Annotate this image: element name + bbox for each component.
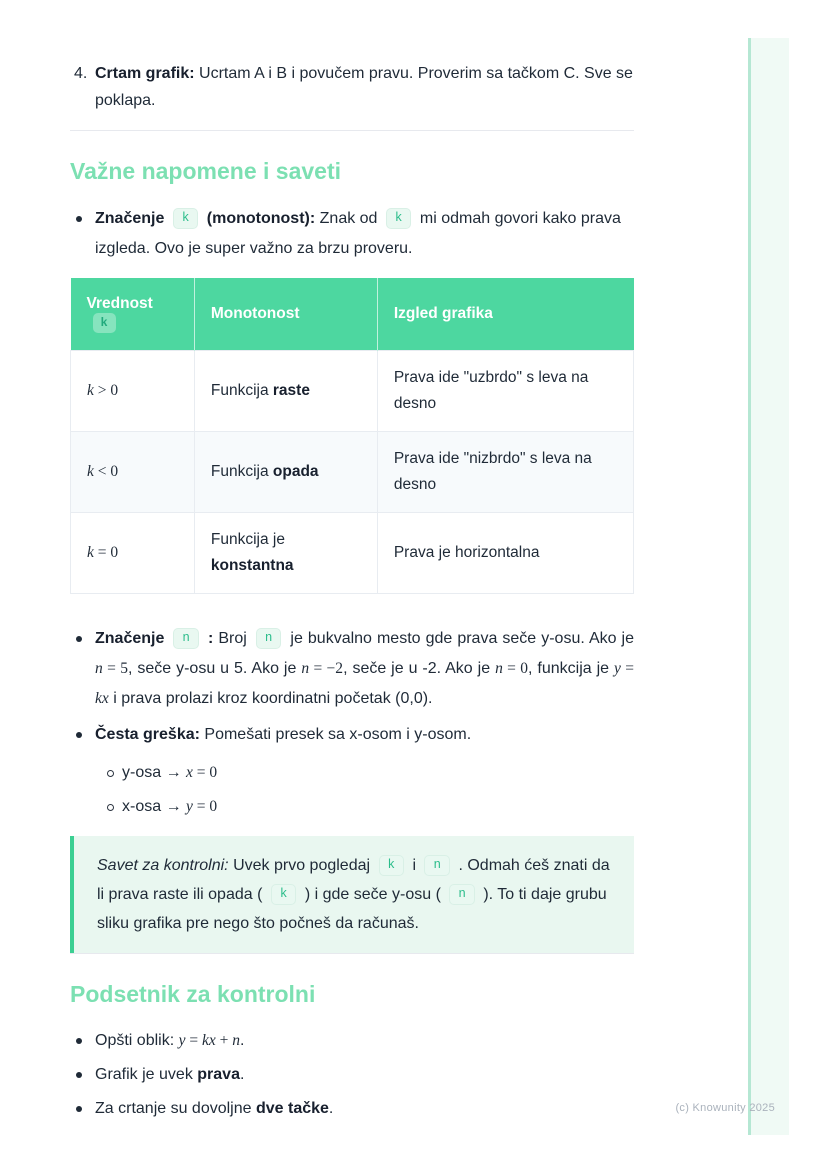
header-vrednost: Vrednostk: [71, 278, 195, 351]
bullet-marker: [76, 1038, 82, 1044]
bullet-opsti-oblik: Opšti oblik: y = kx + n.: [70, 1026, 634, 1056]
bullet-marker: [76, 1072, 82, 1078]
math-run: n = 0: [495, 660, 529, 677]
table-row: [71, 351, 634, 432]
tip-callout: Savet za kontrolni: Uvek prvo pogledaj k i n . Odmah ćeš znati da li prava raste ili opada ( k ) i gde seče y-osu ( n ). To ti daje grubu sliku grafika pre nego što počneš da računaš.: [70, 836, 634, 953]
section-title-napomene: Važne napomene i saveti: [70, 158, 342, 184]
numbered-list-item-4: [70, 60, 634, 114]
header-monotonost: Monotonost: [194, 278, 377, 351]
section-divider: [70, 130, 634, 131]
inline-code-badge-n: n: [173, 628, 199, 649]
bullet-cesta-greska: Česta greška: Pomešati presek sa x-osom i y-osom.: [70, 720, 634, 750]
table-row: [71, 432, 634, 513]
bullet-dve-tacke: Za crtanje su dovoljne dve tačke.: [70, 1094, 634, 1124]
inline-code-badge-k: k: [379, 855, 405, 876]
cell-izgled: Prava je horizontalna: [377, 513, 633, 594]
bullet-marker: [76, 1106, 82, 1112]
callout-lead: Savet za kontrolni:: [97, 857, 229, 874]
inline-code-badge-k: k: [173, 208, 199, 229]
inline-code-badge-k: k: [271, 884, 297, 905]
math-run: n = −2: [301, 660, 344, 677]
cell-izgled: Prava ide "nizbrdo" s leva na desno: [377, 432, 633, 513]
math-run: y = kx: [95, 660, 635, 707]
document-content: [70, 44, 634, 1124]
sub-bullet-x-osa: x-osa → y = 0: [70, 792, 634, 822]
bullet-grafik-prava: Grafik je uvek prava.: [70, 1060, 634, 1090]
sub-bullet-y-osa: y-osa → x = 0: [70, 758, 634, 788]
cell-monotonost: Funkcija raste: [194, 351, 377, 432]
bullet-marker: [76, 732, 82, 738]
bullet-marker: [76, 216, 82, 222]
bullet-lead: Značenje: [95, 630, 165, 647]
table-header-row: [71, 278, 634, 351]
inline-code-badge-k: k: [386, 208, 412, 229]
inline-code-badge-k: k: [93, 313, 116, 333]
bullet-znacenje-n: Značenje n : Broj n je bukvalno mesto gde prava seče y-osu. Ako je n = 5, seče y-osu u 5. Ako je n = −2, seče je u -2. Ako je n = 0, funkcija je y = kx i prava prolazi kroz koordinatni početak (0,0).: [70, 624, 634, 714]
inline-code-badge-n: n: [449, 884, 475, 905]
table-row: [71, 513, 634, 594]
bullet-lead-2: (monotonost):: [206, 210, 316, 227]
section-divider: [70, 953, 634, 954]
step-lead: Crtam grafik:: [95, 65, 195, 82]
sub-bullet-marker: [107, 804, 114, 811]
math-run: n = 5: [95, 660, 128, 677]
cell-value: k < 0: [71, 432, 195, 513]
copyright-footer: (c) Knowunity 2025: [675, 1102, 775, 1114]
bullet-lead: Česta greška:: [95, 726, 200, 743]
page-edge-accent-line: [748, 38, 751, 1135]
math-run: y = 0: [186, 798, 218, 815]
page-edge-accent-strip: [751, 38, 789, 1135]
cell-monotonost: Funkcija je konstantna: [194, 513, 377, 594]
cell-izgled: Prava ide "uzbrdo" s leva na desno: [377, 351, 633, 432]
list-number: 4.: [74, 65, 88, 82]
inline-code-badge-n: n: [424, 855, 450, 876]
section-title-podsetnik: Podsetnik za kontrolni: [70, 981, 316, 1007]
cell-value: k > 0: [71, 351, 195, 432]
sub-bullet-marker: [107, 770, 114, 777]
list-item-text: Crtam grafik: Ucrtam A i B i povučem pravu. Proverim sa tačkom C. Sve se poklapa.: [95, 65, 633, 109]
bullet-marker: [76, 636, 82, 642]
header-izgled: Izgled grafika: [377, 278, 633, 351]
inline-code-badge-n: n: [256, 628, 282, 649]
bullet-lead: Značenje: [95, 210, 165, 227]
bullet-znacenje-k: Značenje k (monotonost): Znak od k mi odmah govori kako prava izgleda. Ovo je super važno za brzu proveru.: [70, 204, 634, 264]
monotonicity-table: [70, 278, 634, 594]
cell-monotonost: Funkcija opada: [194, 432, 377, 513]
math-run: y = kx + n: [178, 1032, 240, 1049]
cell-value: k = 0: [71, 513, 195, 594]
math-run: x = 0: [186, 764, 218, 781]
